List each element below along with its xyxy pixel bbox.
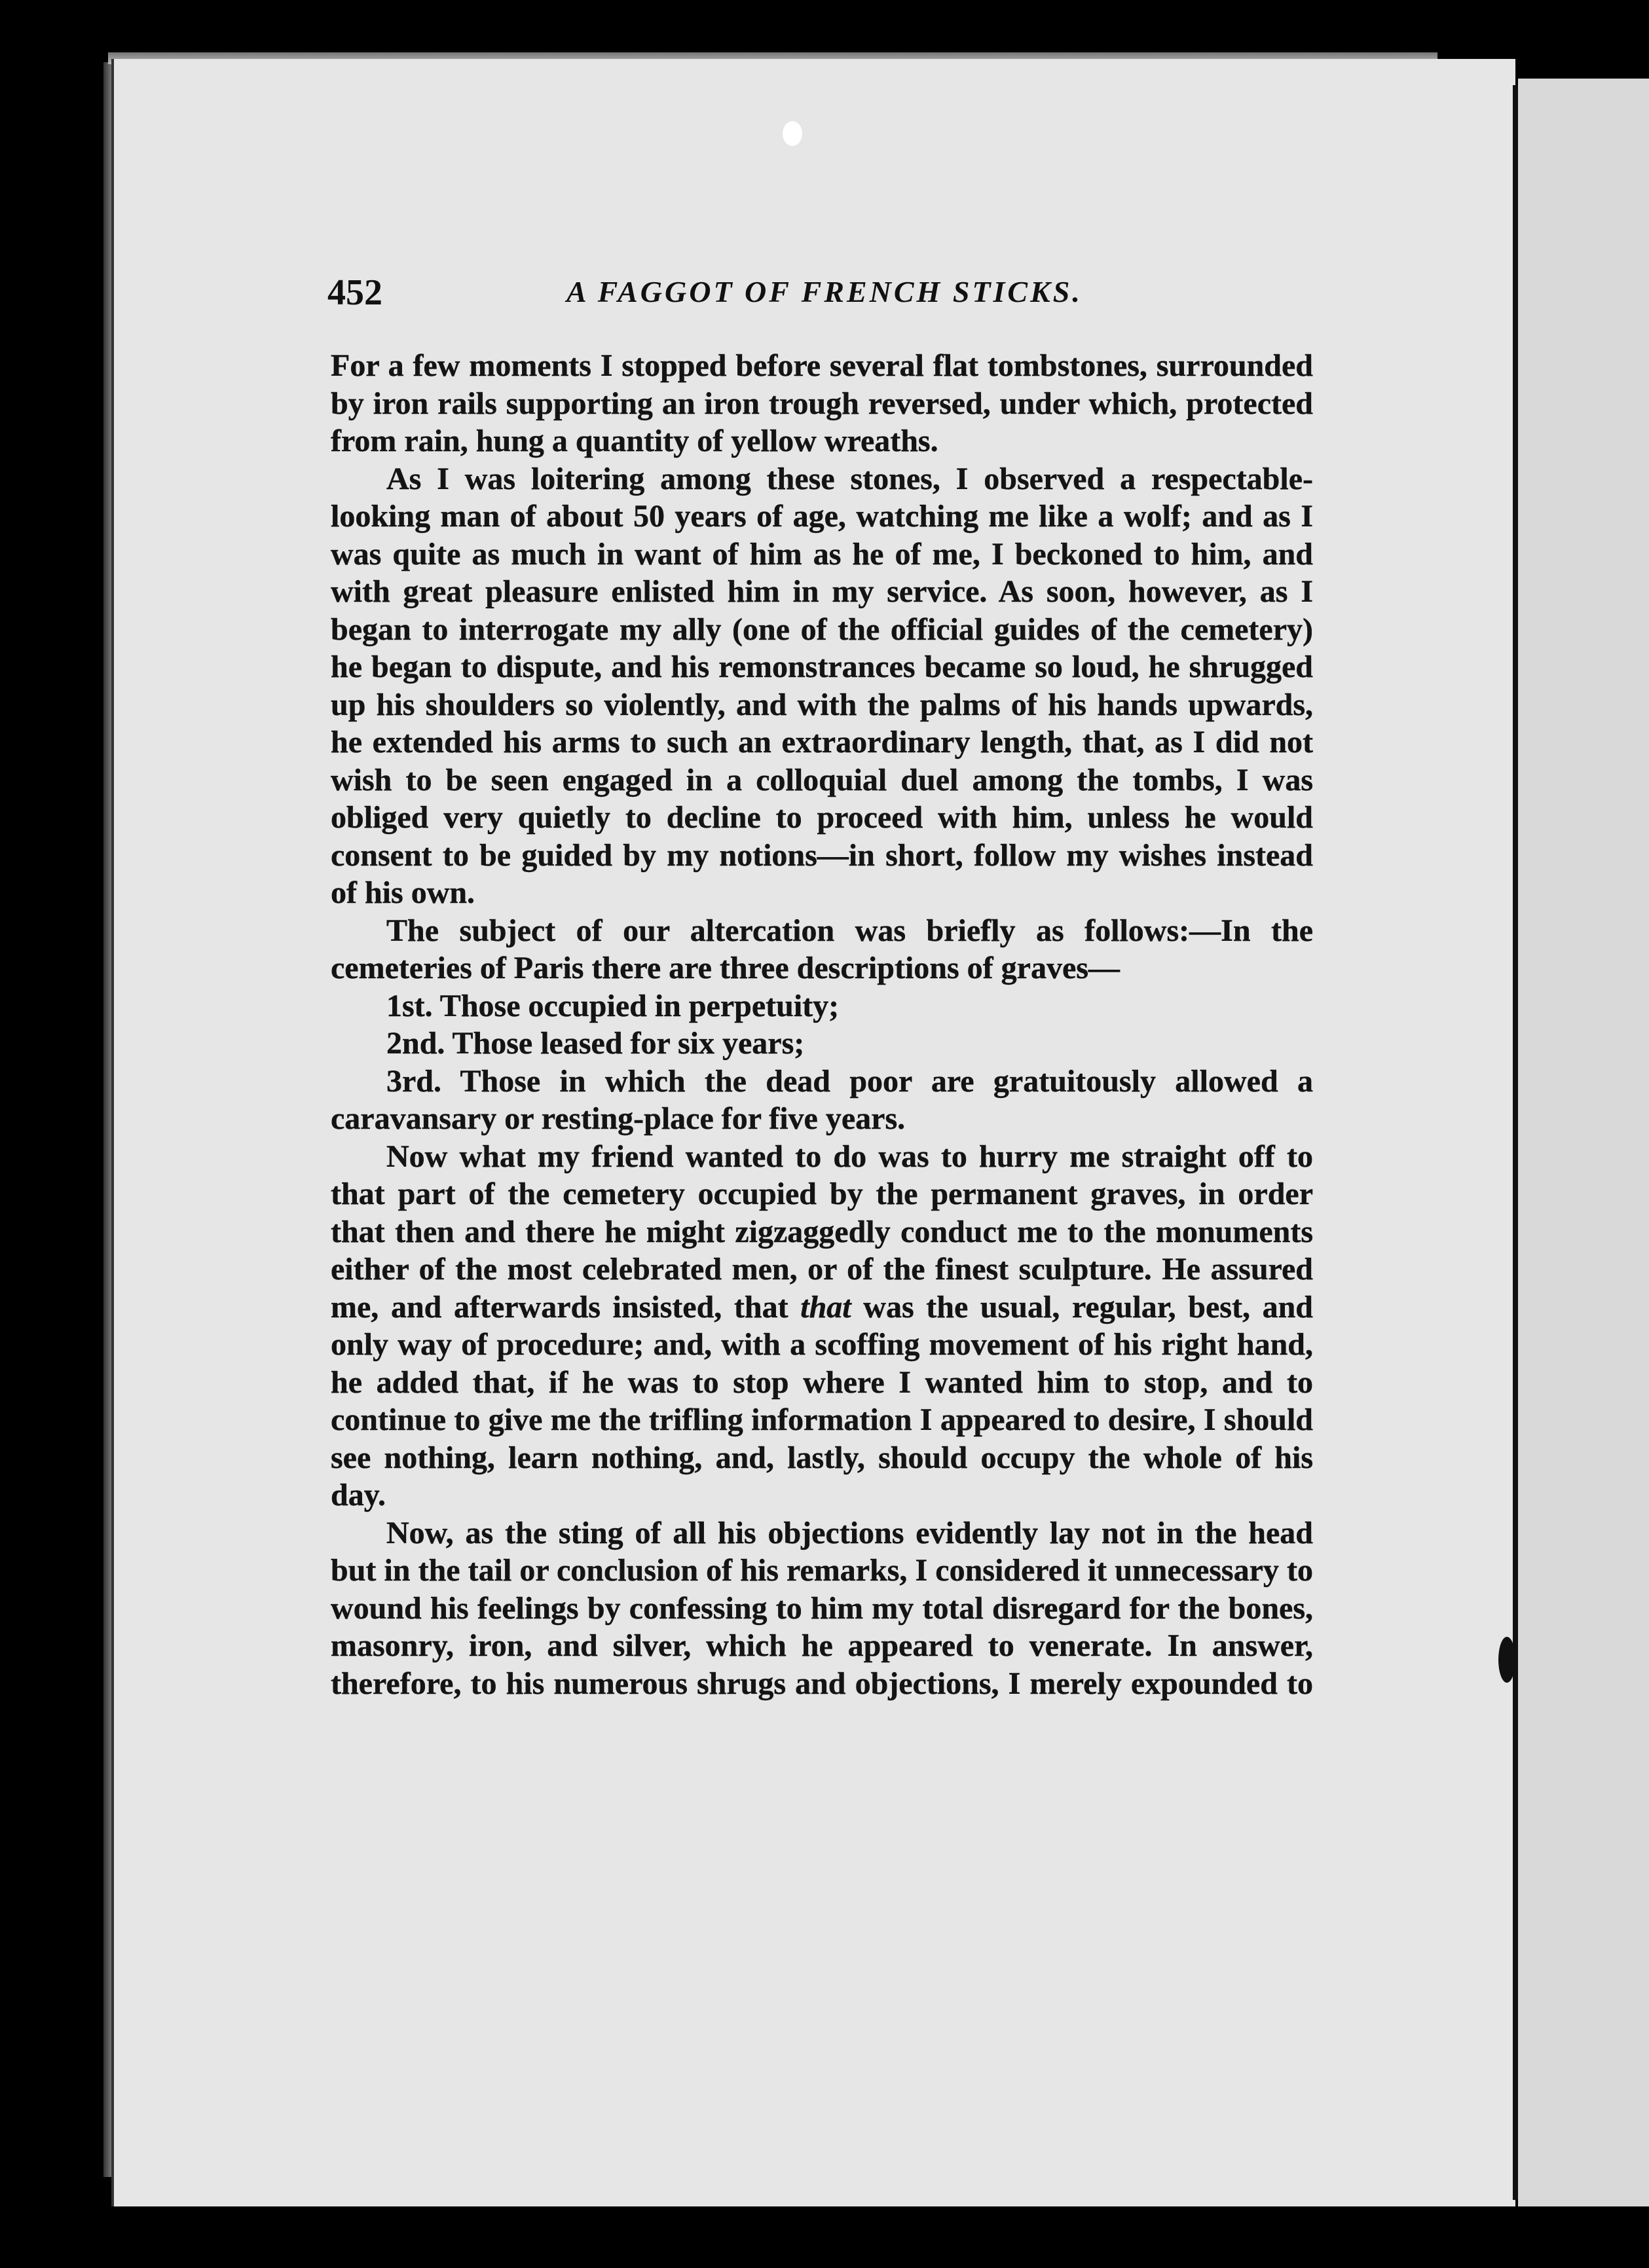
ink-blot — [1498, 1637, 1515, 1683]
paragraph-4 — [331, 1138, 1313, 1514]
body-text — [331, 347, 1313, 1702]
book-title: A FAGGOT OF FRENCH STICKS. — [566, 275, 1083, 308]
paragraph-3: The subject of our altercation was briefly as follows:—In the cemeteries of Paris there are three descriptions of graves— — [331, 913, 1313, 985]
running-head — [327, 272, 1323, 324]
list-item-1: 1st. Those occupied in perpetuity; — [386, 988, 840, 1023]
ink-blot — [783, 121, 802, 146]
page-number: 452 — [327, 272, 382, 313]
paragraph-4-part-a: Now what my friend wanted to do was to hurry me straight off to that part of the cemetery occupied by the permanent graves, in order that then and there he might zigzaggedly conduct me to the monuments either of the most celebrated men, or of the finest sculpture. He assured me, and afterwards insisted, that — [331, 1139, 1313, 1325]
paragraph-1: For a few moments I stopped before several flat tombstones, surrounded by iron rails supporting an iron trough reversed, under which, protected from rain, hung a quantity of yellow wreaths. — [331, 348, 1313, 458]
paragraph-2: As I was loitering among these stones, I observed a respectable-looking man of about 50 years of age, watching me like a wolf; and as I was quite as much in want of him as he of me, I beckoned to him, and with great pleasure enlisted him in my service. As soon, however, as I began to interrogate my ally (one of the official guides of the cemetery) he began to dispute, and his remonstrances became so loud, he shrugged up his shoulders so violently, and with the palms of his hands upwards, he extended his arms to such an extraordinary length, that, as I did not wish to be seen engaged in a colloquial duel among the tombs, I was obliged very quietly to decline to proceed with him, unless he would consent to be guided by my notions—in short, follow my wishes instead of his own. — [331, 461, 1313, 910]
list-item-3: 3rd. Those in which the dead poor are gratuitously allowed a caravansary or resting-place for five years. — [331, 1063, 1313, 1136]
paragraph-4-emphasis: that — [800, 1289, 851, 1325]
facing-page-strip — [1518, 79, 1649, 2206]
paragraph-5: Now, as the sting of all his objections evidently lay not in the head but in the tail or conclusion of his remarks, I considered it unnecessary to wound his feelings by confessing to him my total disregard for the bones, masonry, iron, and silver, which he appeared to venerate. In answer, therefore, to his numerous shrugs and objections, I merely expounded to — [331, 1515, 1313, 1701]
binding-line — [1513, 85, 1518, 2200]
paragraph-4-part-b: was the usual, regular, best, and only way of procedure; and, with a scoffing movement of his right hand, he added that, if he was to stop where I wanted him to stop, and to continue to give me the trifling information I appeared to desire, I should see nothing, learn nothing, and, lastly, should occupy the whole of his day. — [331, 1289, 1313, 1512]
list-item-2: 2nd. Those leased for six years; — [386, 1026, 805, 1061]
